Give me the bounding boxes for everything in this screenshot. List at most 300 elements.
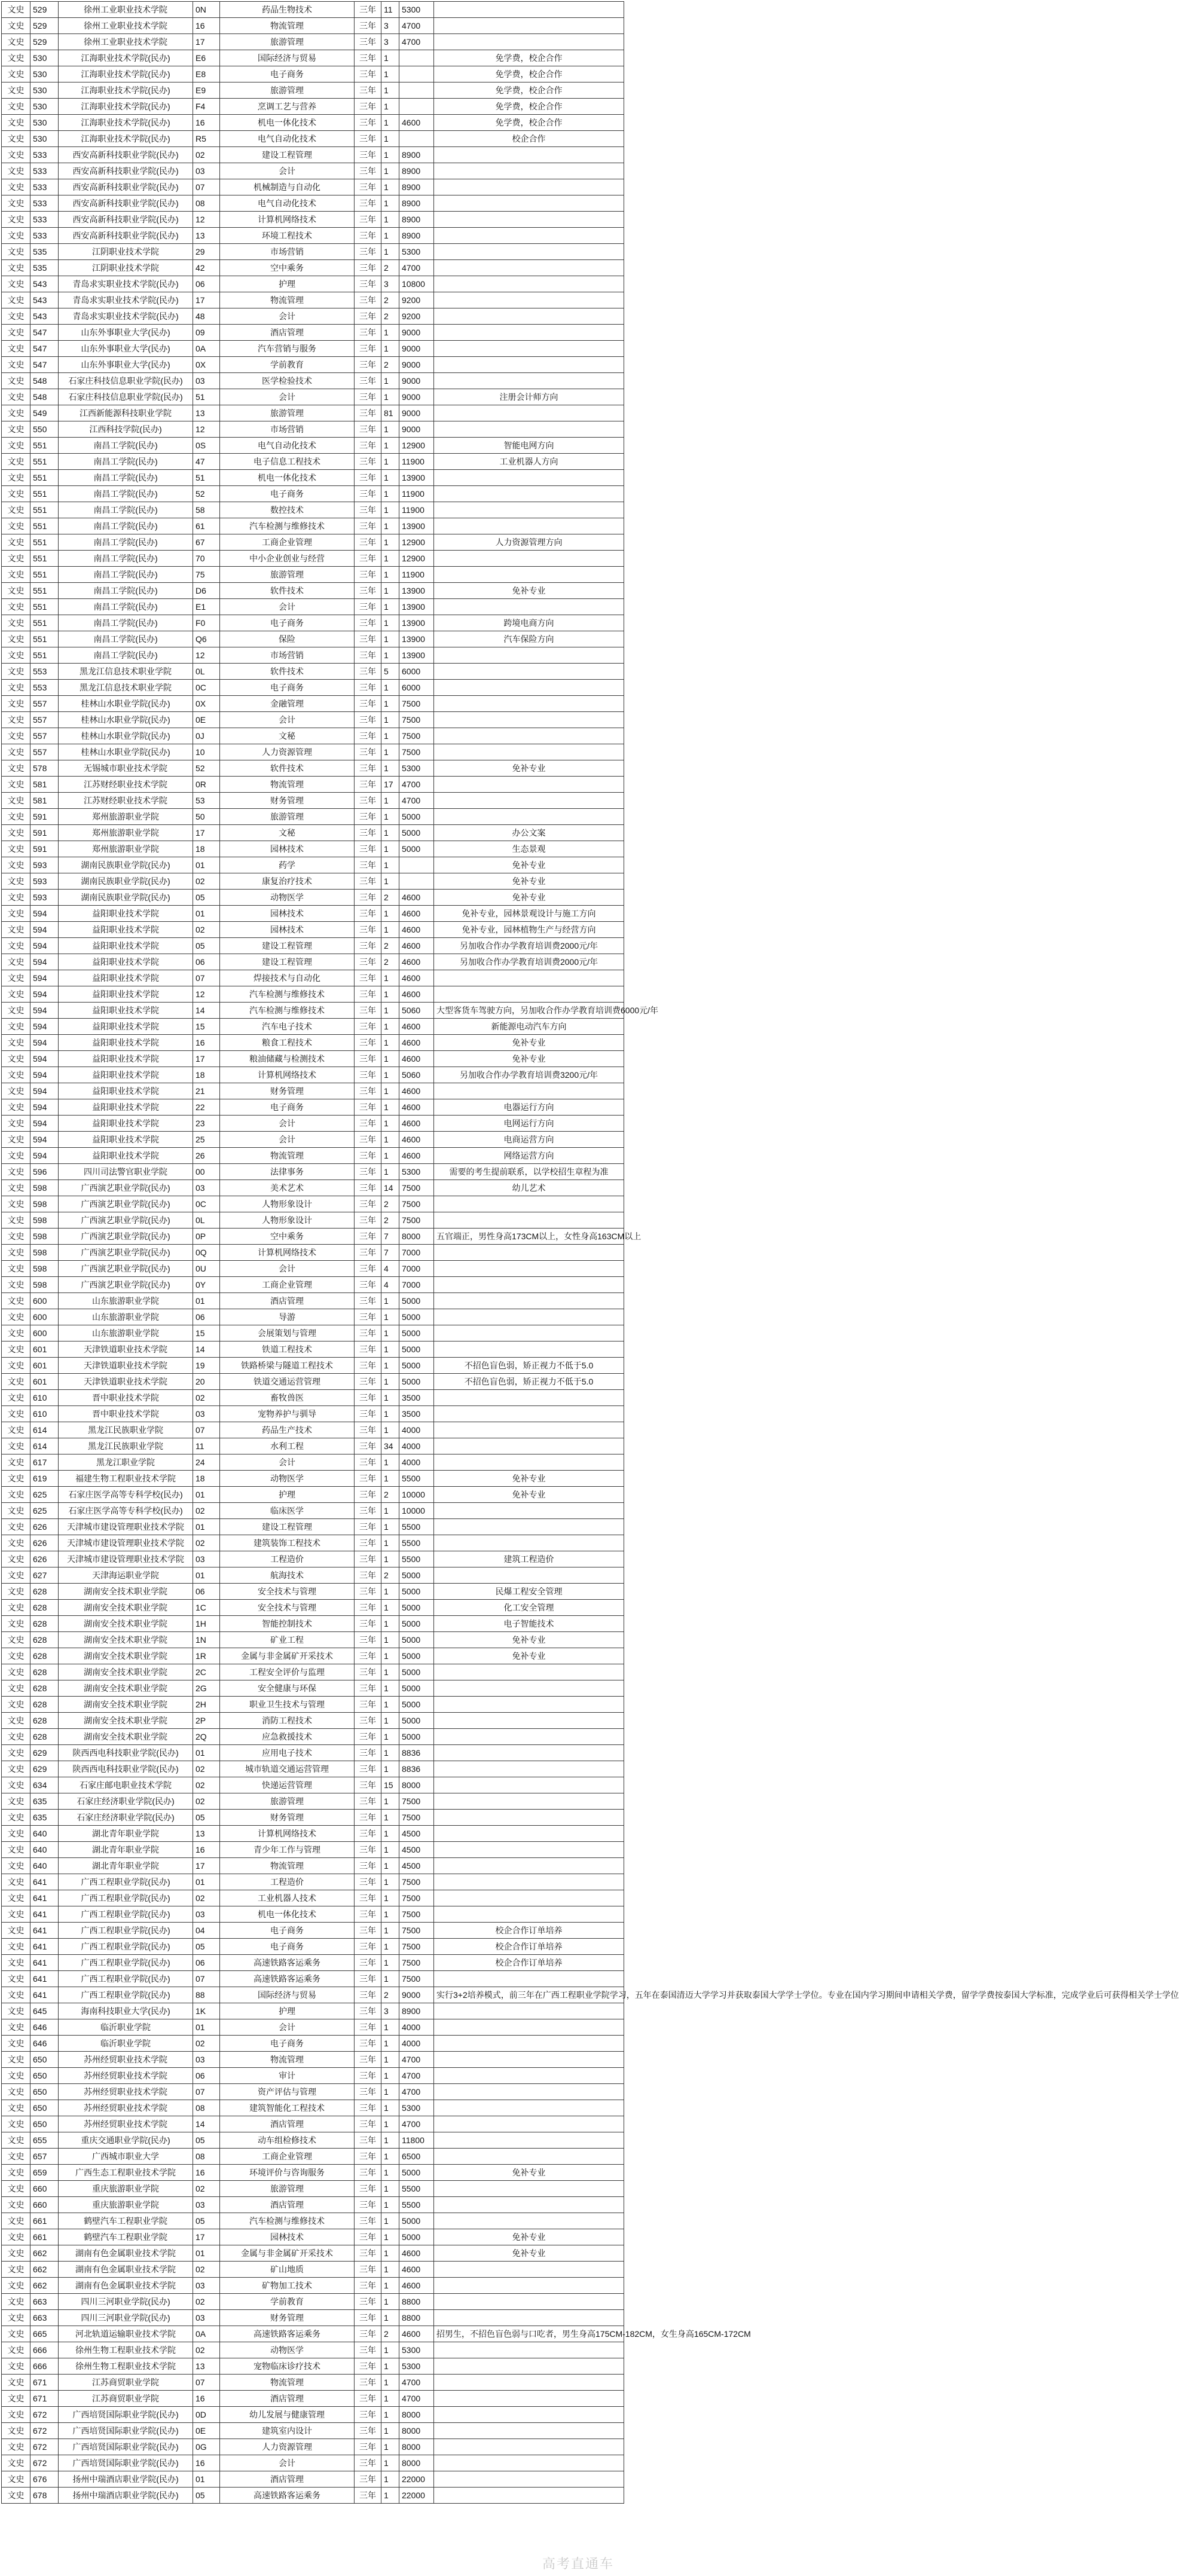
duration-cell: 三年 xyxy=(355,99,381,115)
category-cell: 文史 xyxy=(2,34,30,50)
school-name-cell: 广西工程职业学院(民办) xyxy=(59,1874,193,1890)
category-cell: 文史 xyxy=(2,1745,30,1761)
plan-count-cell: 1 xyxy=(381,1293,399,1309)
tuition-cell: 8800 xyxy=(399,2310,434,2326)
school-code-cell: 578 xyxy=(30,760,59,777)
category-cell: 文史 xyxy=(2,1293,30,1309)
school-code-cell: 553 xyxy=(30,664,59,680)
tuition-cell: 5000 xyxy=(399,1374,434,1390)
category-cell: 文史 xyxy=(2,1616,30,1632)
remark-cell xyxy=(434,712,624,728)
major-name-cell: 电子信息工程技术 xyxy=(220,454,355,470)
remark-cell xyxy=(434,2197,624,2213)
duration-cell: 三年 xyxy=(355,857,381,873)
table-row xyxy=(2,502,624,518)
remark-cell: 另加收合作办学教育培训费2000元/年 xyxy=(434,938,624,954)
school-code-cell: 550 xyxy=(30,421,59,438)
category-cell: 文史 xyxy=(2,1713,30,1729)
tuition-cell xyxy=(399,50,434,66)
plan-count-cell: 1 xyxy=(381,2100,399,2116)
tuition-cell: 4700 xyxy=(399,2116,434,2132)
school-name-cell: 广西演艺职业学院(民办) xyxy=(59,1261,193,1277)
school-name-cell: 湖南民族职业学院(民办) xyxy=(59,857,193,873)
school-code-cell: 650 xyxy=(30,2100,59,2116)
plan-count-cell: 1 xyxy=(381,2375,399,2391)
table-row xyxy=(2,1955,624,1971)
tuition-cell: 8836 xyxy=(399,1761,434,1777)
plan-count-cell: 1 xyxy=(381,1874,399,1890)
tuition-cell: 4600 xyxy=(399,890,434,906)
major-code-cell: 0U xyxy=(193,1261,220,1277)
school-code-cell: 598 xyxy=(30,1277,59,1293)
tuition-cell: 5000 xyxy=(399,1713,434,1729)
major-name-cell: 会计 xyxy=(220,712,355,728)
remark-cell xyxy=(434,1083,624,1099)
plan-count-cell: 1 xyxy=(381,2278,399,2294)
plan-count-cell: 1 xyxy=(381,1955,399,1971)
major-code-cell: 16 xyxy=(193,18,220,34)
tuition-cell: 5000 xyxy=(399,1616,434,1632)
table-row xyxy=(2,825,624,841)
duration-cell: 三年 xyxy=(355,308,381,325)
remark-cell: 免学费，校企合作 xyxy=(434,50,624,66)
tuition-cell xyxy=(399,857,434,873)
major-code-cell: 48 xyxy=(193,308,220,325)
table-row xyxy=(2,647,624,664)
plan-count-cell: 3 xyxy=(381,34,399,50)
remark-cell xyxy=(434,2084,624,2100)
duration-cell: 三年 xyxy=(355,1680,381,1697)
category-cell: 文史 xyxy=(2,82,30,99)
major-name-cell: 电气自动化技术 xyxy=(220,131,355,147)
table-row xyxy=(2,777,624,793)
category-cell: 文史 xyxy=(2,1906,30,1923)
major-name-cell: 空中乘务 xyxy=(220,1229,355,1245)
table-row xyxy=(2,373,624,389)
school-name-cell: 鹤壁汽车工程职业学院 xyxy=(59,2213,193,2229)
category-cell: 文史 xyxy=(2,2116,30,2132)
duration-cell: 三年 xyxy=(355,405,381,421)
major-code-cell: 11 xyxy=(193,1438,220,1454)
duration-cell: 三年 xyxy=(355,1503,381,1519)
duration-cell: 三年 xyxy=(355,1406,381,1422)
tuition-cell: 4600 xyxy=(399,1116,434,1132)
duration-cell: 三年 xyxy=(355,1971,381,1987)
category-cell: 文史 xyxy=(2,2003,30,2019)
table-row xyxy=(2,857,624,873)
school-name-cell: 广西工程职业学院(民办) xyxy=(59,1906,193,1923)
tuition-cell: 5000 xyxy=(399,2229,434,2245)
plan-count-cell: 1 xyxy=(381,615,399,631)
tuition-cell: 8000 xyxy=(399,2407,434,2423)
school-code-cell: 591 xyxy=(30,809,59,825)
table-row xyxy=(2,2,624,18)
table-row xyxy=(2,1745,624,1761)
school-name-cell: 益阳职业技术学院 xyxy=(59,1132,193,1148)
duration-cell: 三年 xyxy=(355,2455,381,2471)
plan-count-cell: 1 xyxy=(381,486,399,502)
category-cell: 文史 xyxy=(2,2423,30,2439)
major-name-cell: 电子商务 xyxy=(220,66,355,82)
major-code-cell: 02 xyxy=(193,1777,220,1793)
category-cell: 文史 xyxy=(2,179,30,195)
duration-cell: 三年 xyxy=(355,1019,381,1035)
tuition-cell: 10000 xyxy=(399,1503,434,1519)
major-code-cell: 07 xyxy=(193,2084,220,2100)
plan-count-cell: 1 xyxy=(381,1729,399,1745)
major-name-cell: 机械制造与自动化 xyxy=(220,179,355,195)
duration-cell: 三年 xyxy=(355,631,381,647)
school-code-cell: 530 xyxy=(30,66,59,82)
school-name-cell: 江西新能源科技职业学院 xyxy=(59,405,193,421)
major-name-cell: 园林技术 xyxy=(220,922,355,938)
remark-cell xyxy=(434,809,624,825)
duration-cell: 三年 xyxy=(355,2471,381,2488)
tuition-cell: 5300 xyxy=(399,2100,434,2116)
remark-cell: 免补专业 xyxy=(434,1648,624,1664)
category-cell: 文史 xyxy=(2,2,30,18)
table-row xyxy=(2,551,624,567)
tuition-cell: 8000 xyxy=(399,2423,434,2439)
table-row xyxy=(2,1406,624,1422)
table-row xyxy=(2,1471,624,1487)
school-code-cell: 535 xyxy=(30,244,59,260)
major-name-cell: 高速铁路客运乘务 xyxy=(220,1971,355,1987)
plan-count-cell: 1 xyxy=(381,647,399,664)
school-name-cell: 石家庄医学高等专科学校(民办) xyxy=(59,1487,193,1503)
plan-count-cell: 1 xyxy=(381,1519,399,1535)
category-cell: 文史 xyxy=(2,212,30,228)
school-code-cell: 533 xyxy=(30,195,59,212)
category-cell: 文史 xyxy=(2,1229,30,1245)
major-name-cell: 国际经济与贸易 xyxy=(220,1987,355,2003)
tuition-cell: 10000 xyxy=(399,1487,434,1503)
tuition-cell: 13900 xyxy=(399,647,434,664)
school-code-cell: 641 xyxy=(30,1923,59,1939)
duration-cell: 三年 xyxy=(355,2229,381,2245)
school-name-cell: 江苏商贸职业学院 xyxy=(59,2375,193,2391)
remark-cell xyxy=(434,1858,624,1874)
major-code-cell: 24 xyxy=(193,1454,220,1471)
tuition-cell: 13900 xyxy=(399,583,434,599)
duration-cell: 三年 xyxy=(355,825,381,841)
table-row xyxy=(2,212,624,228)
tuition-cell: 8000 xyxy=(399,1777,434,1793)
school-name-cell: 苏州经贸职业技术学院 xyxy=(59,2052,193,2068)
school-name-cell: 扬州中瑞酒店职业学院(民办) xyxy=(59,2488,193,2504)
plan-count-cell: 1 xyxy=(381,163,399,179)
school-code-cell: 635 xyxy=(30,1810,59,1826)
school-name-cell: 石家庄邮电职业技术学院 xyxy=(59,1777,193,1793)
school-name-cell: 广西演艺职业学院(民办) xyxy=(59,1229,193,1245)
tuition-cell: 4700 xyxy=(399,793,434,809)
duration-cell: 三年 xyxy=(355,1454,381,1471)
table-row xyxy=(2,1632,624,1648)
remark-cell xyxy=(434,179,624,195)
table-row xyxy=(2,1003,624,1019)
school-code-cell: 594 xyxy=(30,1019,59,1035)
remark-cell xyxy=(434,1277,624,1293)
duration-cell: 三年 xyxy=(355,2358,381,2375)
plan-count-cell: 2 xyxy=(381,260,399,276)
plan-count-cell: 1 xyxy=(381,2439,399,2455)
plan-count-cell: 4 xyxy=(381,1261,399,1277)
tuition-cell: 5500 xyxy=(399,1535,434,1551)
tuition-cell: 7000 xyxy=(399,1245,434,1261)
remark-cell: 化工安全管理 xyxy=(434,1600,624,1616)
school-code-cell: 557 xyxy=(30,696,59,712)
remark-cell xyxy=(434,986,624,1003)
school-name-cell: 广西演艺职业学院(民办) xyxy=(59,1245,193,1261)
school-name-cell: 桂林山水职业学院(民办) xyxy=(59,728,193,744)
plan-count-cell: 1 xyxy=(381,857,399,873)
school-code-cell: 659 xyxy=(30,2165,59,2181)
major-code-cell: 51 xyxy=(193,389,220,405)
tuition-cell: 12900 xyxy=(399,438,434,454)
major-name-cell: 电子商务 xyxy=(220,1099,355,1116)
school-name-cell: 南昌工学院(民办) xyxy=(59,551,193,567)
major-name-cell: 人力资源管理 xyxy=(220,744,355,760)
plan-count-cell: 1 xyxy=(381,2455,399,2471)
school-code-cell: 596 xyxy=(30,1164,59,1180)
major-name-cell: 建筑装饰工程技术 xyxy=(220,1535,355,1551)
school-code-cell: 551 xyxy=(30,454,59,470)
school-name-cell: 南昌工学院(民办) xyxy=(59,599,193,615)
tuition-cell: 5000 xyxy=(399,1584,434,1600)
major-code-cell: 06 xyxy=(193,1309,220,1325)
major-code-cell: 01 xyxy=(193,906,220,922)
tuition-cell: 4600 xyxy=(399,970,434,986)
school-name-cell: 南昌工学院(民办) xyxy=(59,615,193,631)
tuition-cell xyxy=(399,82,434,99)
tuition-cell: 7000 xyxy=(399,1277,434,1293)
category-cell: 文史 xyxy=(2,1955,30,1971)
plan-count-cell: 1 xyxy=(381,2423,399,2439)
plan-count-cell: 1 xyxy=(381,567,399,583)
category-cell: 文史 xyxy=(2,438,30,454)
school-name-cell: 天津铁道职业技术学院 xyxy=(59,1374,193,1390)
school-code-cell: 594 xyxy=(30,1067,59,1083)
remark-cell xyxy=(434,2471,624,2488)
major-name-cell: 矿山地质 xyxy=(220,2262,355,2278)
school-name-cell: 晋中职业技术学院 xyxy=(59,1390,193,1406)
plan-count-cell: 1 xyxy=(381,1793,399,1810)
duration-cell: 三年 xyxy=(355,1923,381,1939)
remark-cell xyxy=(434,567,624,583)
table-row xyxy=(2,244,624,260)
remark-cell: 智能电网方向 xyxy=(434,438,624,454)
tuition-cell: 4600 xyxy=(399,2262,434,2278)
major-code-cell: 06 xyxy=(193,1584,220,1600)
school-code-cell: 529 xyxy=(30,34,59,50)
school-code-cell: 598 xyxy=(30,1261,59,1277)
school-code-cell: 660 xyxy=(30,2181,59,2197)
school-code-cell: 543 xyxy=(30,292,59,308)
table-row xyxy=(2,873,624,890)
school-name-cell: 黑龙江信息技术职业学院 xyxy=(59,680,193,696)
school-code-cell: 635 xyxy=(30,1793,59,1810)
major-name-cell: 电子商务 xyxy=(220,680,355,696)
major-code-cell: 07 xyxy=(193,2375,220,2391)
school-code-cell: 594 xyxy=(30,1148,59,1164)
school-code-cell: 551 xyxy=(30,599,59,615)
category-cell: 文史 xyxy=(2,680,30,696)
remark-cell xyxy=(434,1890,624,1906)
major-name-cell: 安全技术与管理 xyxy=(220,1584,355,1600)
major-name-cell: 工商企业管理 xyxy=(220,1277,355,1293)
tuition-cell: 9000 xyxy=(399,373,434,389)
category-cell: 文史 xyxy=(2,954,30,970)
category-cell: 文史 xyxy=(2,1793,30,1810)
school-name-cell: 西安高新科技职业学院(民办) xyxy=(59,212,193,228)
table-row xyxy=(2,2213,624,2229)
school-name-cell: 重庆旅游职业学院 xyxy=(59,2181,193,2197)
school-code-cell: 533 xyxy=(30,212,59,228)
category-cell: 文史 xyxy=(2,1083,30,1099)
plan-count-cell: 1 xyxy=(381,1471,399,1487)
tuition-cell: 11900 xyxy=(399,486,434,502)
table-row xyxy=(2,292,624,308)
major-code-cell: 00 xyxy=(193,1164,220,1180)
remark-cell: 免学费，校企合作 xyxy=(434,66,624,82)
tuition-cell: 6500 xyxy=(399,2149,434,2165)
remark-cell: 免学费，校企合作 xyxy=(434,99,624,115)
major-code-cell: F4 xyxy=(193,99,220,115)
tuition-cell: 4700 xyxy=(399,777,434,793)
plan-count-cell: 1 xyxy=(381,1745,399,1761)
plan-count-cell: 1 xyxy=(381,212,399,228)
school-code-cell: 549 xyxy=(30,405,59,421)
plan-count-cell: 1 xyxy=(381,2471,399,2488)
duration-cell: 三年 xyxy=(355,66,381,82)
remark-cell xyxy=(434,421,624,438)
school-code-cell: 641 xyxy=(30,1987,59,2003)
plan-count-cell: 1 xyxy=(381,2084,399,2100)
plan-count-cell: 1 xyxy=(381,534,399,551)
school-code-cell: 593 xyxy=(30,890,59,906)
remark-cell xyxy=(434,2391,624,2407)
major-name-cell: 动物医学 xyxy=(220,1471,355,1487)
school-code-cell: 666 xyxy=(30,2358,59,2375)
remark-cell xyxy=(434,2262,624,2278)
plan-count-cell: 1 xyxy=(381,1971,399,1987)
school-code-cell: 655 xyxy=(30,2132,59,2149)
major-code-cell: 13 xyxy=(193,405,220,421)
school-name-cell: 苏州经贸职业技术学院 xyxy=(59,2116,193,2132)
category-cell: 文史 xyxy=(2,2358,30,2375)
plan-count-cell: 1 xyxy=(381,1019,399,1035)
table-row xyxy=(2,1099,624,1116)
duration-cell: 三年 xyxy=(355,906,381,922)
duration-cell: 三年 xyxy=(355,2116,381,2132)
plan-count-cell: 14 xyxy=(381,1180,399,1196)
remark-cell xyxy=(434,373,624,389)
school-name-cell: 石家庄经济职业学院(民办) xyxy=(59,1793,193,1810)
school-code-cell: 591 xyxy=(30,825,59,841)
category-cell: 文史 xyxy=(2,486,30,502)
school-code-cell: 661 xyxy=(30,2229,59,2245)
remark-cell xyxy=(434,2488,624,2504)
school-code-cell: 543 xyxy=(30,276,59,292)
major-code-cell: 08 xyxy=(193,2149,220,2165)
major-name-cell: 电子商务 xyxy=(220,486,355,502)
duration-cell: 三年 xyxy=(355,2,381,18)
school-name-cell: 临沂职业学院 xyxy=(59,2019,193,2036)
major-code-cell: 02 xyxy=(193,1793,220,1810)
school-code-cell: 551 xyxy=(30,615,59,631)
school-code-cell: 626 xyxy=(30,1551,59,1567)
remark-cell xyxy=(434,2149,624,2165)
plan-count-cell: 1 xyxy=(381,2068,399,2084)
major-code-cell: 1N xyxy=(193,1632,220,1648)
school-code-cell: 598 xyxy=(30,1229,59,1245)
school-name-cell: 青岛求实职业技术学院(民办) xyxy=(59,276,193,292)
school-name-cell: 重庆旅游职业学院 xyxy=(59,2197,193,2213)
tuition-cell: 8800 xyxy=(399,2294,434,2310)
plan-count-cell: 2 xyxy=(381,2326,399,2342)
major-name-cell: 汽车电子技术 xyxy=(220,1019,355,1035)
school-code-cell: 557 xyxy=(30,728,59,744)
category-cell: 文史 xyxy=(2,292,30,308)
school-name-cell: 南昌工学院(民办) xyxy=(59,647,193,664)
school-name-cell: 南昌工学院(民办) xyxy=(59,438,193,454)
table-row xyxy=(2,2326,624,2342)
tuition-cell: 5000 xyxy=(399,1342,434,1358)
school-name-cell: 河北轨道运输职业技术学院 xyxy=(59,2326,193,2342)
major-code-cell: 17 xyxy=(193,34,220,50)
school-code-cell: 594 xyxy=(30,1003,59,1019)
school-code-cell: 628 xyxy=(30,1664,59,1680)
plan-count-cell: 1 xyxy=(381,1067,399,1083)
duration-cell: 三年 xyxy=(355,1390,381,1406)
category-cell: 文史 xyxy=(2,1245,30,1261)
major-code-cell: 12 xyxy=(193,421,220,438)
tuition-cell: 4500 xyxy=(399,1826,434,1842)
school-code-cell: 553 xyxy=(30,680,59,696)
major-name-cell: 园林技术 xyxy=(220,2229,355,2245)
school-name-cell: 黑龙江民族职业学院 xyxy=(59,1422,193,1438)
school-name-cell: 湖南有色金属职业技术学院 xyxy=(59,2245,193,2262)
duration-cell: 三年 xyxy=(355,873,381,890)
remark-cell xyxy=(434,1729,624,1745)
remark-cell: 实行3+2培养模式，前三年在广西工程职业学院学习，五年在泰国清迈大学学习并获取泰国大学学士学位。专业在国内学习期间申请相关学费，留学学费按泰国大学标准，完成学业后可获得相关学士学位 xyxy=(434,1987,624,2003)
tuition-cell: 4600 xyxy=(399,906,434,922)
major-code-cell: 06 xyxy=(193,1955,220,1971)
tuition-cell: 5000 xyxy=(399,1567,434,1584)
school-name-cell: 西安高新科技职业学院(民办) xyxy=(59,228,193,244)
table-row xyxy=(2,1019,624,1035)
school-code-cell: 610 xyxy=(30,1406,59,1422)
category-cell: 文史 xyxy=(2,1406,30,1422)
plan-count-cell: 1 xyxy=(381,2149,399,2165)
tuition-cell: 5000 xyxy=(399,1293,434,1309)
plan-count-cell: 1 xyxy=(381,66,399,82)
school-name-cell: 湖北青年职业学院 xyxy=(59,1826,193,1842)
major-code-cell: 08 xyxy=(193,195,220,212)
school-code-cell: 593 xyxy=(30,873,59,890)
duration-cell: 三年 xyxy=(355,2439,381,2455)
major-name-cell: 物流管理 xyxy=(220,2052,355,2068)
table-row xyxy=(2,680,624,696)
table-row xyxy=(2,405,624,421)
remark-cell xyxy=(434,1212,624,1229)
tuition-cell: 5060 xyxy=(399,1003,434,1019)
remark-cell xyxy=(434,696,624,712)
major-name-cell: 机电一体化技术 xyxy=(220,470,355,486)
table-row xyxy=(2,938,624,954)
table-row xyxy=(2,341,624,357)
remark-cell xyxy=(434,228,624,244)
